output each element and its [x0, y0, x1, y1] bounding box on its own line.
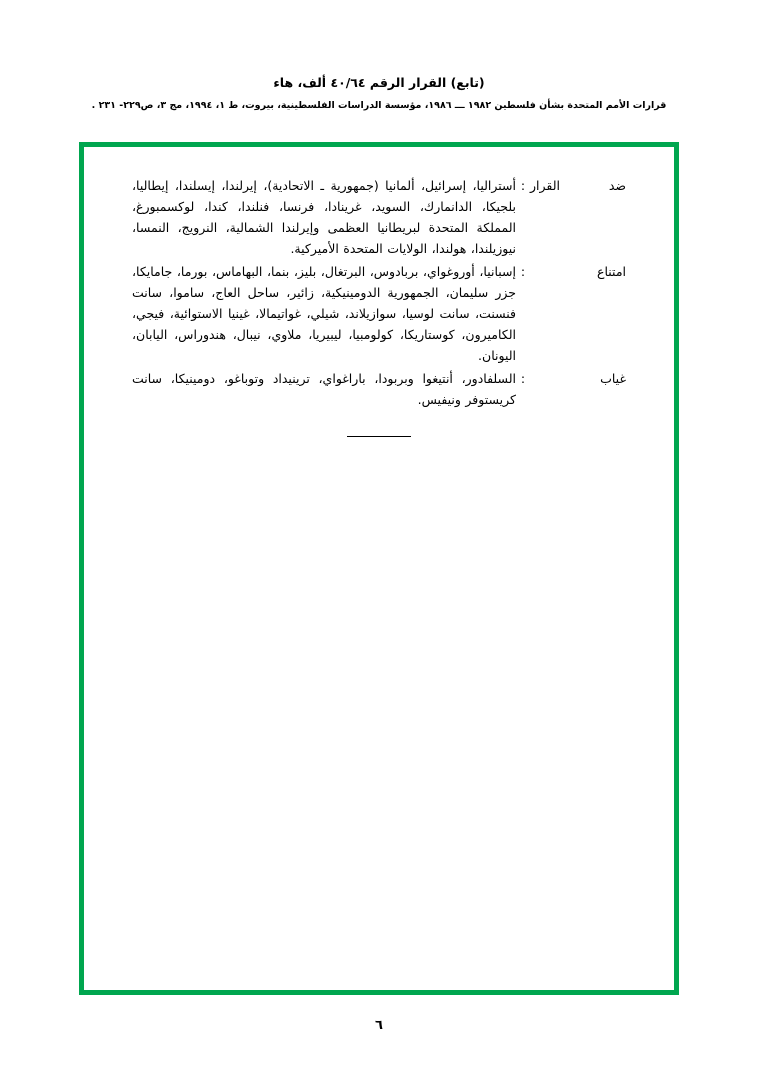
- vote-entry-colon: :: [520, 178, 526, 193]
- page-header: [0, 74, 758, 112]
- page-number: ٦: [375, 1018, 383, 1033]
- vote-entry-countries: إسبانيا، أوروغواي، بربادوس، البرتغال، بليز، بنما، البهاماس، بورما، جامايكا، جزر سليمان، الجمهورية الدومينيكية، زائير، ساحل العاج، ساموا، سانت فنسنت، سانت لوسيا، سوازيلاند، شيلي، غواتيمالا، غينيا الاستوائية، فيجي، الكاميرون، كوستاريكا، كولومبيا، ليبيريا، ملاوي، نيبال، هندوراس، اليابان، اليونان.: [132, 264, 516, 363]
- horizontal-rule: [347, 436, 411, 437]
- document-body: [132, 175, 626, 445]
- vote-entry-abstain: [132, 261, 626, 366]
- vote-entry-colon: :: [520, 371, 526, 386]
- vote-entry-countries: السلفادور، أنتيغوا وبربودا، باراغواي، ترينيداد وتوباغو، دومينيكا، سانت كريستوفر ونيفيس.: [132, 371, 516, 407]
- green-border-frame: [79, 142, 679, 995]
- source-citation: قرارات الأمم المتحدة بشأن فلسطين ١٩٨٢ ـــ ١٩٨٦، مؤسسة الدراسات الفلسطينية، بيروت، ط ١، ١٩٩٤، مج ٣، ص٢٢٩- ٢٣١ .: [91, 99, 667, 111]
- vote-entry-label: امتناع: [597, 264, 626, 279]
- section-separator: [132, 426, 626, 445]
- vote-entry-label: ضد القرار: [530, 178, 626, 193]
- page-title: (تابع) القرار الرقم ٤٠/٦٤ ألف، هاء: [273, 75, 485, 90]
- vote-entry-countries: أستراليا، إسرائيل، ألمانيا (جمهورية ـ الاتحادية)، إيرلندا، إيسلندا، إيطاليا، بلجيكا، الدانمارك، السويد، غرينادا، فرنسا، فنلندا، كندا، لوكسمبورغ، المملكة المتحدة لبريطانيا العظمى وإيرلندا الشمالية، النرويج، النمسا، نيوزيلندا، هولندا، الولايات المتحدة الأميركية.: [132, 178, 516, 256]
- vote-entry-absent: [132, 368, 626, 410]
- vote-entry-label: غياب: [600, 371, 626, 386]
- vote-entry-colon: :: [520, 264, 526, 279]
- vote-entry-against: [132, 175, 626, 259]
